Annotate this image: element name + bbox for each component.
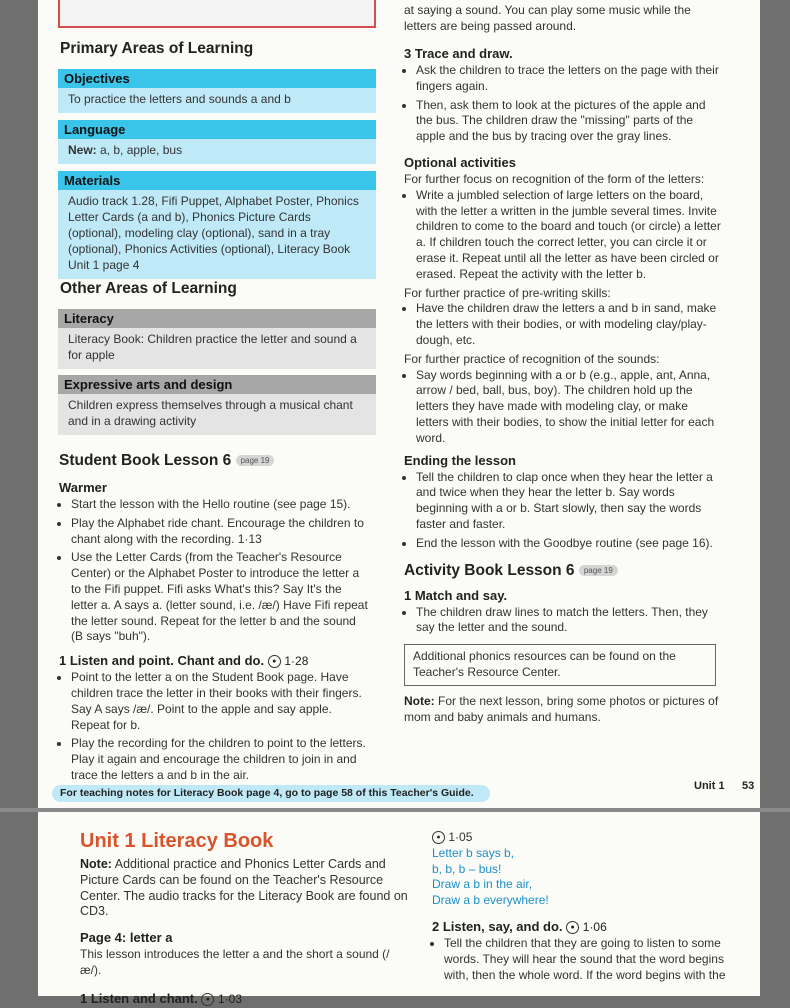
match-say-title: 1 Match and say.: [404, 587, 508, 603]
page4-title: Page 4: letter a: [80, 930, 173, 946]
note: [404, 694, 722, 726]
unit-label: Unit 1: [694, 780, 725, 792]
cd-icon: ●: [201, 993, 214, 1006]
arts-box: [58, 375, 376, 435]
language-words: a, b, apple, bus: [96, 143, 183, 157]
page-tag: page 19: [579, 565, 618, 576]
page-tag: page 19: [236, 455, 275, 466]
warmer-item: • Start the lesson with the Hello routine (see page 15).: [71, 497, 371, 513]
literacy-notes-bar: For teaching notes for Literacy Book page 4, go to page 58 of this Teacher's Guide.: [52, 785, 490, 802]
page-number: 53: [742, 780, 755, 792]
warmer-item: • Use the Letter Cards (from the Teacher's Resource Center) or the Alphabet Poster to introduce the letter a to the Fifi puppet. Fifi asks What's this? Say It's the letter a. A says a. (letter sound, i.e. /æ/) Have Fifi repeat the letter sound. Repeat for the letter b and the sound (B says "buh").: [71, 550, 371, 645]
primary-areas-title: Primary Areas of Learning: [60, 40, 254, 57]
literacy-box: [58, 309, 376, 369]
listen-point-text: 1 Listen and point. Chant and do.: [59, 653, 265, 669]
optional-intro: For further practice of pre-writing skills:: [404, 285, 611, 300]
track-number: 1·06: [582, 919, 607, 934]
note-label: Note:: [404, 693, 435, 708]
ending-list: [404, 470, 722, 552]
optional-title: Optional activities: [404, 154, 516, 170]
cd-icon: ●: [566, 921, 579, 934]
chant-line: Draw a b in the air,: [432, 877, 533, 892]
language-label: Language: [58, 120, 376, 139]
listen-say-list: [432, 936, 742, 983]
literacy-book-title: Unit 1 Literacy Book: [80, 830, 274, 852]
ending-item: • Tell the children to clap once when they hear the letter a and twice when they hear the letter b. Say words beginning with a or b. Start slowly, then say the words faster and faster.: [416, 470, 722, 533]
literacy-label: Literacy: [58, 309, 376, 328]
match-say-list: [404, 605, 722, 637]
warmer-list: [59, 497, 371, 645]
materials-label: Materials: [58, 171, 376, 190]
ending-title: Ending the lesson: [404, 452, 516, 468]
objectives-text: To practice the letters and sounds a and b: [58, 88, 376, 113]
lesson-thumbnail: [58, 0, 376, 28]
activity-book-title: [404, 562, 722, 580]
chant-line: Letter b says b,: [432, 845, 515, 860]
optional-list: [404, 368, 722, 447]
literacy-note-label: Note:: [80, 857, 112, 871]
match-say-item: • The children draw lines to match the letters. Then, they say the letter and the sound.: [416, 605, 722, 637]
listen-say-text: 2 Listen, say, and do.: [432, 918, 563, 934]
listen-say-item: • Tell the children that they are going to listen to some words. They will hear the sound that the word begins with, then the whole word. If the word begins with the: [444, 936, 742, 983]
cd-icon: ●: [268, 655, 281, 668]
language-prefix: New:: [68, 143, 97, 157]
language-text: [58, 139, 376, 164]
lower-left-column: [80, 830, 410, 1008]
ending-item: • End the lesson with the Goodbye routine (see page 16).: [416, 536, 722, 552]
trace-draw-item: • Ask the children to trace the letters on the page with their fingers again.: [416, 63, 722, 95]
listen-say-title: [432, 919, 742, 934]
chant-line: b, b, b – bus!: [432, 861, 502, 876]
other-areas-title: Other Areas of Learning: [60, 280, 237, 297]
arts-text: Children express themselves through a musical chant and in a drawing activity: [58, 394, 376, 435]
student-book-title-text: Student Book Lesson 6: [59, 452, 232, 469]
resource-box: Additional phonics resources can be found on the Teacher's Resource Center.: [404, 644, 716, 686]
lower-right-column: [432, 830, 742, 986]
objectives-box: [58, 69, 376, 113]
student-book-section: [59, 452, 371, 787]
listen-point-item: • Play the recording for the children to point to the letters. Play it again and encourage the children to join in and trace the letters a and b in the air.: [71, 736, 371, 783]
note-text: For the next lesson, bring some photos or pictures of mom and baby animals and humans.: [404, 693, 719, 724]
literacy-note-text: Additional practice and Phonics Letter Cards and Picture Cards can be found on the Teacher's Resource Center. The audio tracks for the Literacy Book are found on CD3.: [80, 857, 408, 919]
listen-chant-text: 1 Listen and chant.: [80, 990, 198, 1006]
chant-line: Draw a b everywhere!: [432, 893, 549, 908]
trace-draw-item: • Then, ask them to look at the pictures of the apple and the bus. The children draw the "missing" parts of the apple and the bus by tracing over the gray lines.: [416, 98, 722, 145]
optional-intro: For further focus on recognition of the form of the letters:: [404, 171, 705, 186]
literacy-note: [80, 857, 410, 920]
language-box: [58, 120, 376, 164]
page4-text: This lesson introduces the letter a and the short a sound (/æ/).: [80, 947, 390, 977]
right-column: [404, 46, 722, 725]
top-text: at saying a sound. You can play some music while the letters are being passed around.: [404, 3, 691, 33]
warmer-item: • Play the Alphabet ride chant. Encourage the children to chant along with the recording. 1·13: [71, 516, 371, 548]
materials-text: Audio track 1.28, Fifi Puppet, Alphabet Poster, Phonics Letter Cards (a and b), Phonics Picture Cards (optional), modeling clay (optional), sand in a tray (optional), Phonics Activities (optional), Literacy Book Unit 1 page 4: [58, 190, 376, 279]
optional-list: [404, 301, 722, 348]
objectives-label: Objectives: [58, 69, 376, 88]
track-number: 1·03: [218, 991, 243, 1006]
optional-intro: For further practice of recognition of the sounds:: [404, 351, 660, 366]
optional-item: • Write a jumbled selection of large letters on the board, with the letter a written in the jumble several times. Invite children to come to the board and touch (or circle) a letter a. If children touch the correct letter, you can circle it or erase it. Repeat until all the letter as have been circled or erased. Repeat the activity with the letter b.: [416, 188, 722, 283]
arts-label: Expressive arts and design: [58, 375, 376, 394]
activity-book-title-text: Activity Book Lesson 6: [404, 561, 575, 579]
chant-track: [432, 830, 742, 846]
optional-item: • Have the children draw the letters a and b in sand, make the letters with their bodies, or with modeling clay/play-dough, etc.: [416, 301, 722, 348]
optional-list: [404, 188, 722, 283]
listen-chant-title: [80, 991, 410, 1006]
materials-box: [58, 171, 376, 279]
listen-point-title: [59, 653, 371, 668]
literacy-text: Literacy Book: Children practice the letter and sound a for apple: [58, 328, 376, 369]
optional-item: • Say words beginning with a or b (e.g., apple, ant, Anna, arrow / bed, ball, bus, boy). The children hold up the letters they have made with modeling clay, or make letters with their bodies, to show the initial letter for each word.: [416, 368, 722, 447]
track-number: 1·28: [284, 654, 309, 669]
cd-icon: ●: [432, 831, 445, 844]
listen-point-list: [59, 670, 371, 784]
student-book-title: [59, 452, 371, 470]
listen-point-item: • Point to the letter a on the Student Book page. Have children trace the letter in their books with their fingers. Say A says /æ/. Point to the apple and say apple. Repeat for b.: [71, 670, 371, 733]
trace-draw-list: [404, 63, 722, 145]
warmer-label: Warmer: [59, 480, 107, 495]
trace-draw-title: 3 Trace and draw.: [404, 46, 513, 61]
track-number: 1·05: [448, 830, 473, 844]
